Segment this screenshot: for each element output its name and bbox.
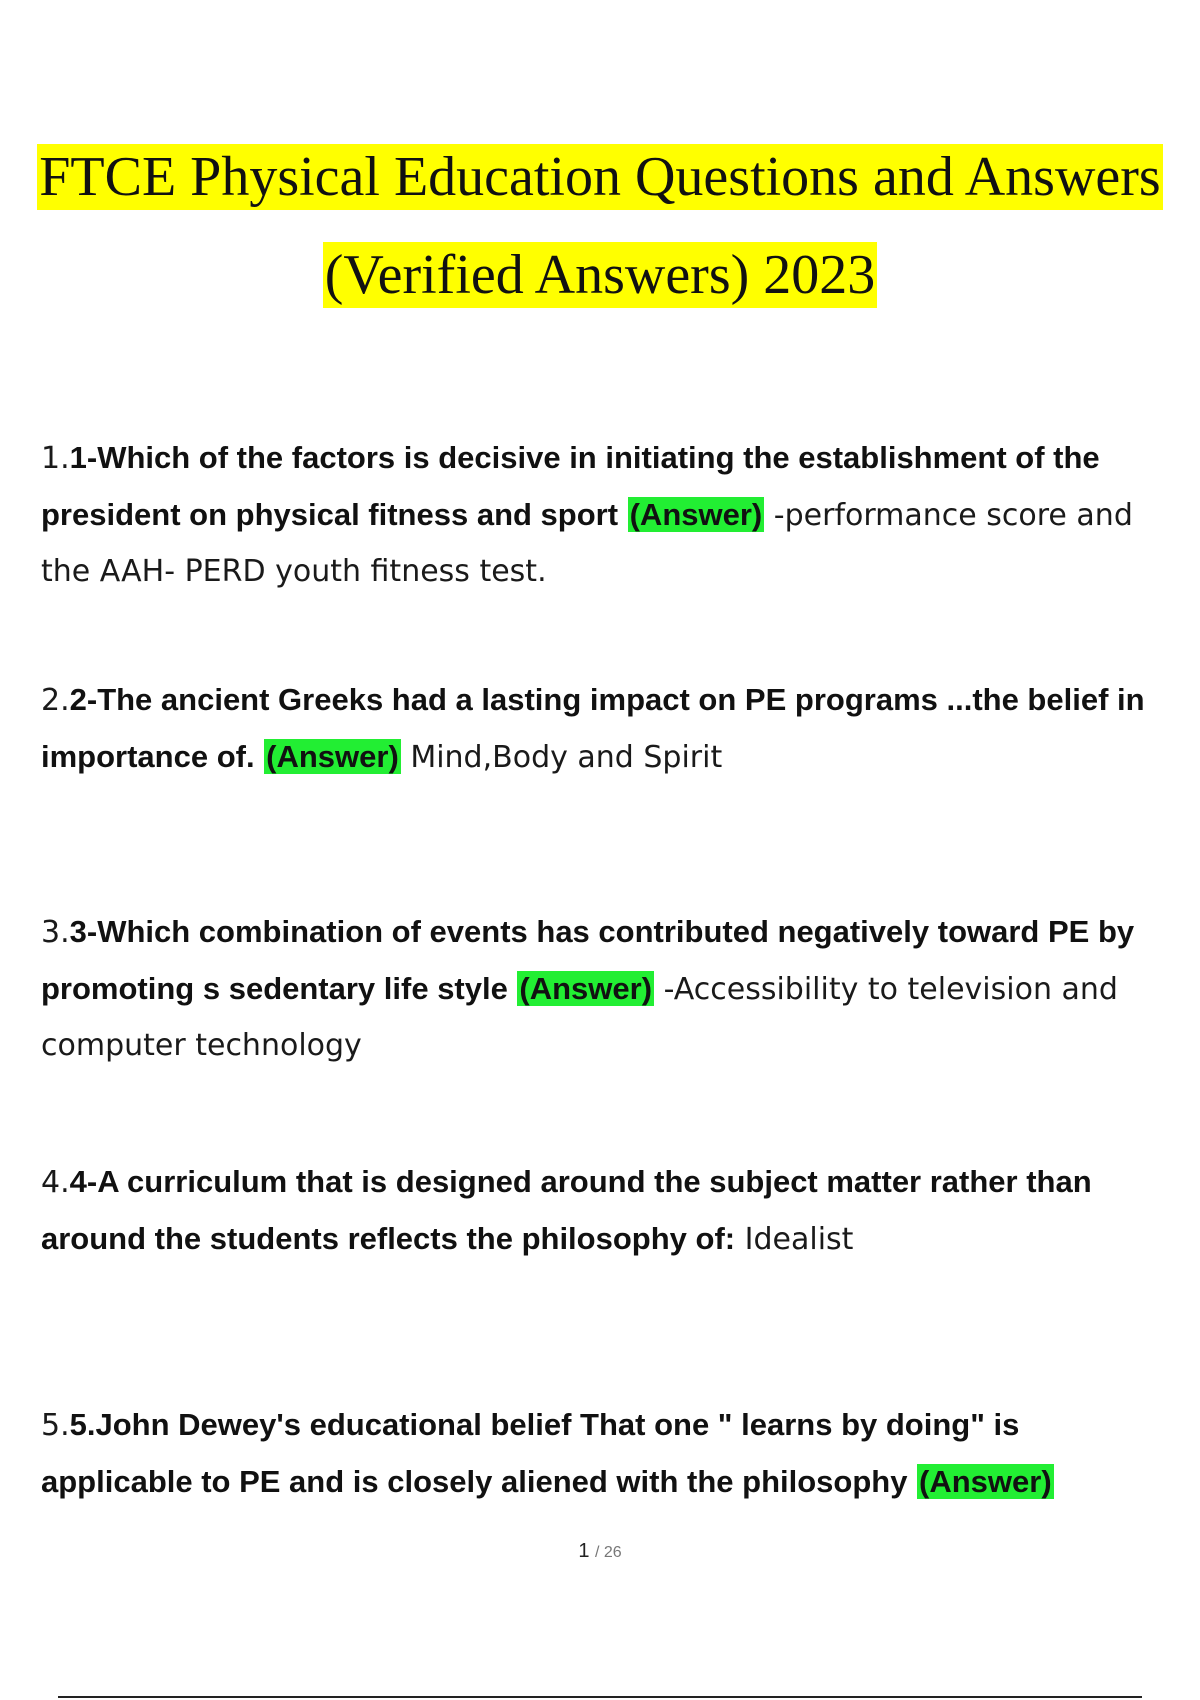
- question-item-3: [41, 904, 1161, 1074]
- answer-highlight: (Answer): [919, 1464, 1052, 1499]
- question-text: 2-The ancient Greeks had a lasting impact on PE programs ...the belief in importance of.: [41, 682, 1145, 774]
- question-text: 5.John Dewey's educational belief That one " learns by doing" is applicable to PE and is closely aliened with the philosophy: [41, 1407, 1020, 1499]
- question-text: 1-Which of the factors is decisive in initiating the establishment of the president on physical fitness and sport: [41, 440, 1100, 532]
- question-item-1: [41, 430, 1161, 600]
- answer-highlight: (Answer): [519, 971, 653, 1006]
- title-highlight-2: (Verified Answers) 2023: [324, 244, 876, 306]
- title-highlight-1: FTCE Physical Education Questions and Answers: [39, 146, 1161, 208]
- current-page: 1: [578, 1540, 590, 1562]
- question-text: 3-Which combination of events has contributed negatively toward PE by promoting s sedentary life style: [41, 914, 1135, 1006]
- question-number: 3.: [41, 915, 70, 950]
- answer-text: Mind,Body and Spirit: [400, 740, 723, 775]
- question-item-4: [41, 1154, 1161, 1268]
- title-line-2: [0, 226, 1200, 324]
- question-item-2: [41, 672, 1161, 786]
- answer-text: -performance score and the AAH- PERD youth fitness test.: [41, 498, 1133, 589]
- question-number: 1.: [41, 441, 70, 476]
- page-divider: [58, 1696, 1142, 1698]
- page-number: [0, 1540, 1200, 1563]
- question-text: 4-A curriculum that is designed around the subject matter rather than around the students reflects the philosophy of:: [41, 1164, 1092, 1256]
- document-title: [0, 128, 1200, 324]
- question-number: 2.: [41, 683, 70, 718]
- answer-highlight: (Answer): [266, 739, 399, 774]
- title-line-1: [0, 128, 1200, 226]
- answer-text: Idealist: [735, 1222, 854, 1257]
- answer-text: -Accessibility to television and computer technology: [41, 972, 1118, 1063]
- total-pages: / 26: [595, 1544, 622, 1561]
- question-number: 4.: [41, 1165, 70, 1200]
- question-item-5: [41, 1397, 1161, 1511]
- question-number: 5.: [41, 1408, 70, 1443]
- answer-highlight: (Answer): [629, 497, 763, 532]
